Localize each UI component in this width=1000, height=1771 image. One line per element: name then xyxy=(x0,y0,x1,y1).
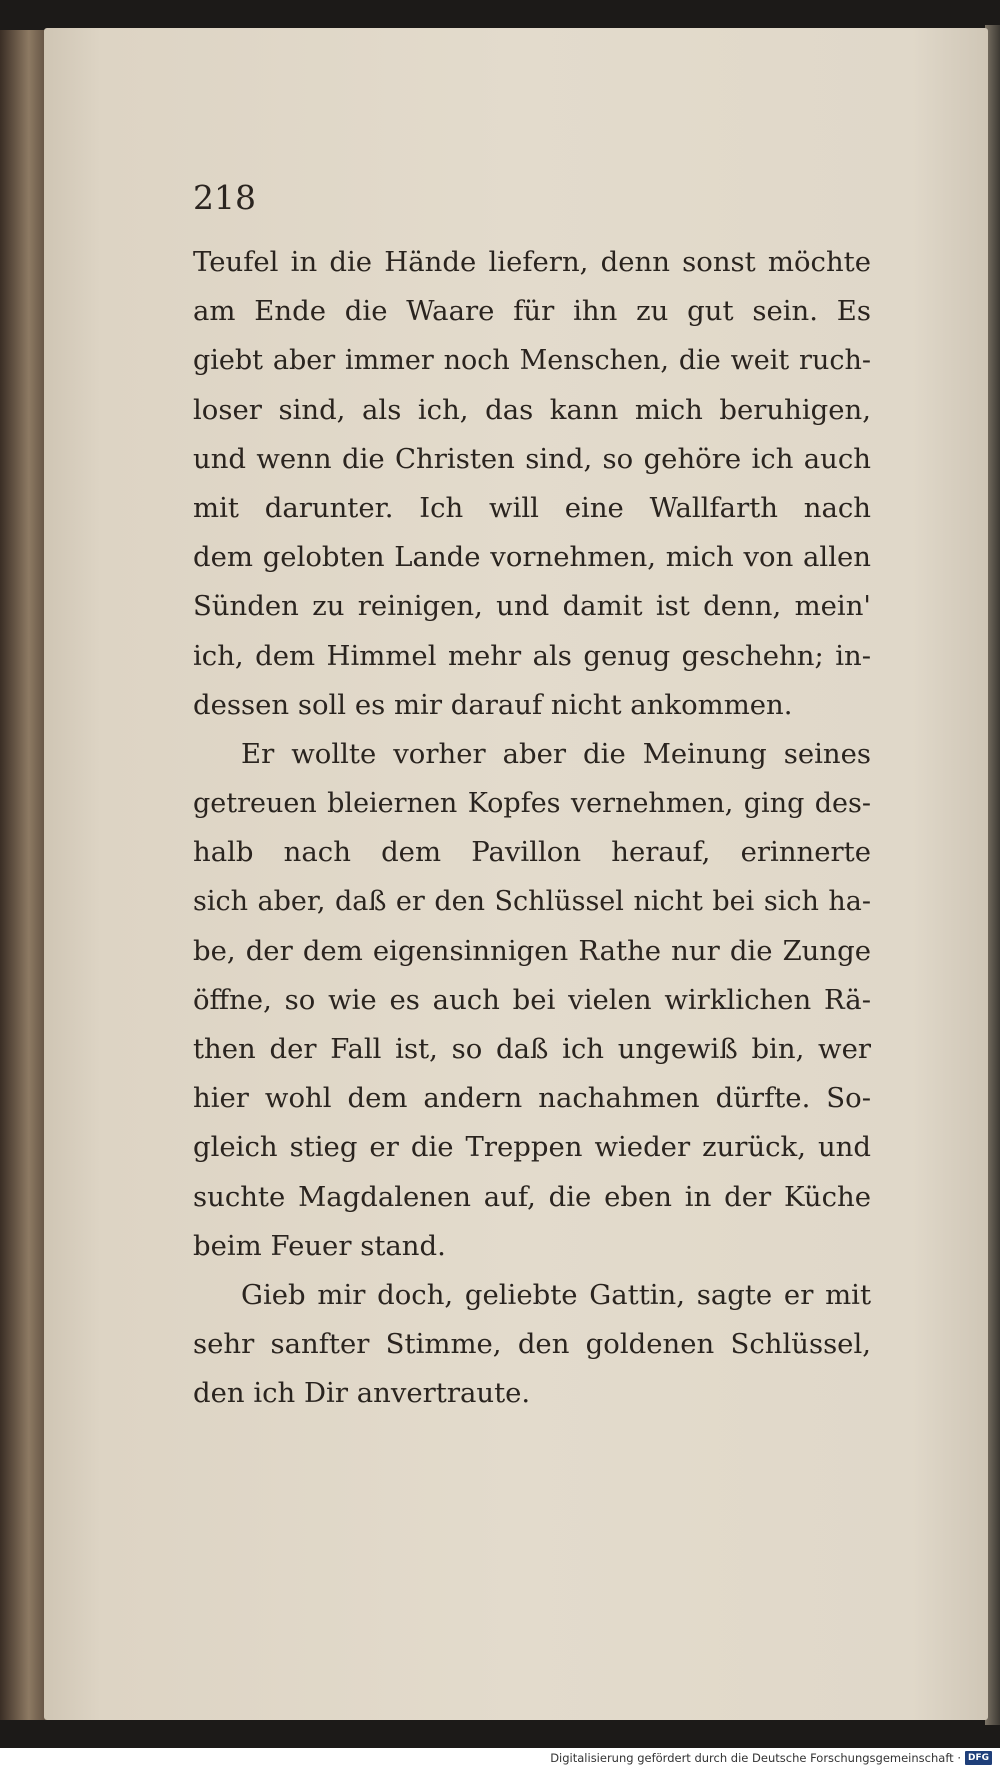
book-spine xyxy=(0,30,48,1720)
text-line: Teufel in die Hände liefern, denn sonst möchte xyxy=(193,246,871,278)
text-line: getreuen bleiernen Kopfes vernehmen, ging des- xyxy=(193,788,871,820)
text-line: giebt aber immer noch Menschen, die weit ruch- xyxy=(193,345,871,377)
page-number: 218 xyxy=(193,178,256,217)
text-line: ich, dem Himmel mehr als genug geschehn; in- xyxy=(193,639,871,672)
text-line: hier wohl dem andern nachahmen dürfte. So- xyxy=(193,1082,871,1115)
text-line: den ich Dir anvertraute. xyxy=(193,1377,531,1410)
text-line: suchte Magdalenen auf, die eben in der Küche xyxy=(193,1180,871,1213)
text-line: am Ende die Waare für ihn zu gut sein. Es xyxy=(193,295,871,328)
text-line: sehr sanfter Stimme, den goldenen Schlüssel, xyxy=(193,1328,871,1361)
text-line: be, der dem eigensinnigen Rathe nur die Zunge xyxy=(193,934,871,967)
text-line: halb nach dem Pavillon herauf, erinnerte xyxy=(193,836,871,869)
text-line: loser sind, als ich, das kann mich beruhigen, xyxy=(193,393,871,426)
credit-text: Digitalisierung gefördert durch die Deutsche Forschungsgemeinschaft · xyxy=(550,1751,961,1765)
digitization-credit xyxy=(550,1751,992,1765)
page-text xyxy=(193,238,871,1419)
text-line: mit darunter. Ich will eine Wallfarth nach xyxy=(193,491,871,524)
text-line: gleich stieg er die Treppen wieder zurück, und xyxy=(193,1131,871,1164)
text-line: Er wollte vorher aber die Meinung seines xyxy=(241,737,871,770)
text-line: then der Fall ist, so daß ich ungewiß bin, wer xyxy=(193,1033,871,1065)
text-line: dessen soll es mir darauf nicht ankommen. xyxy=(193,688,793,721)
text-line: öffne, so wie es auch bei vielen wirklichen Rä- xyxy=(193,983,871,1016)
text-line: Gieb mir doch, geliebte Gattin, sagte er mit xyxy=(241,1278,871,1311)
text-line: dem gelobten Lande vornehmen, mich von allen xyxy=(193,541,871,574)
text-line: Sünden zu reinigen, und damit ist denn, mein' xyxy=(193,590,871,623)
text-line: sich aber, daß er den Schlüssel nicht bei sich ha- xyxy=(193,886,871,918)
dfg-logo-icon: DFG xyxy=(965,1751,992,1765)
text-line: beim Feuer stand. xyxy=(193,1229,446,1262)
text-line: und wenn die Christen sind, so gehöre ich auch xyxy=(193,442,871,475)
